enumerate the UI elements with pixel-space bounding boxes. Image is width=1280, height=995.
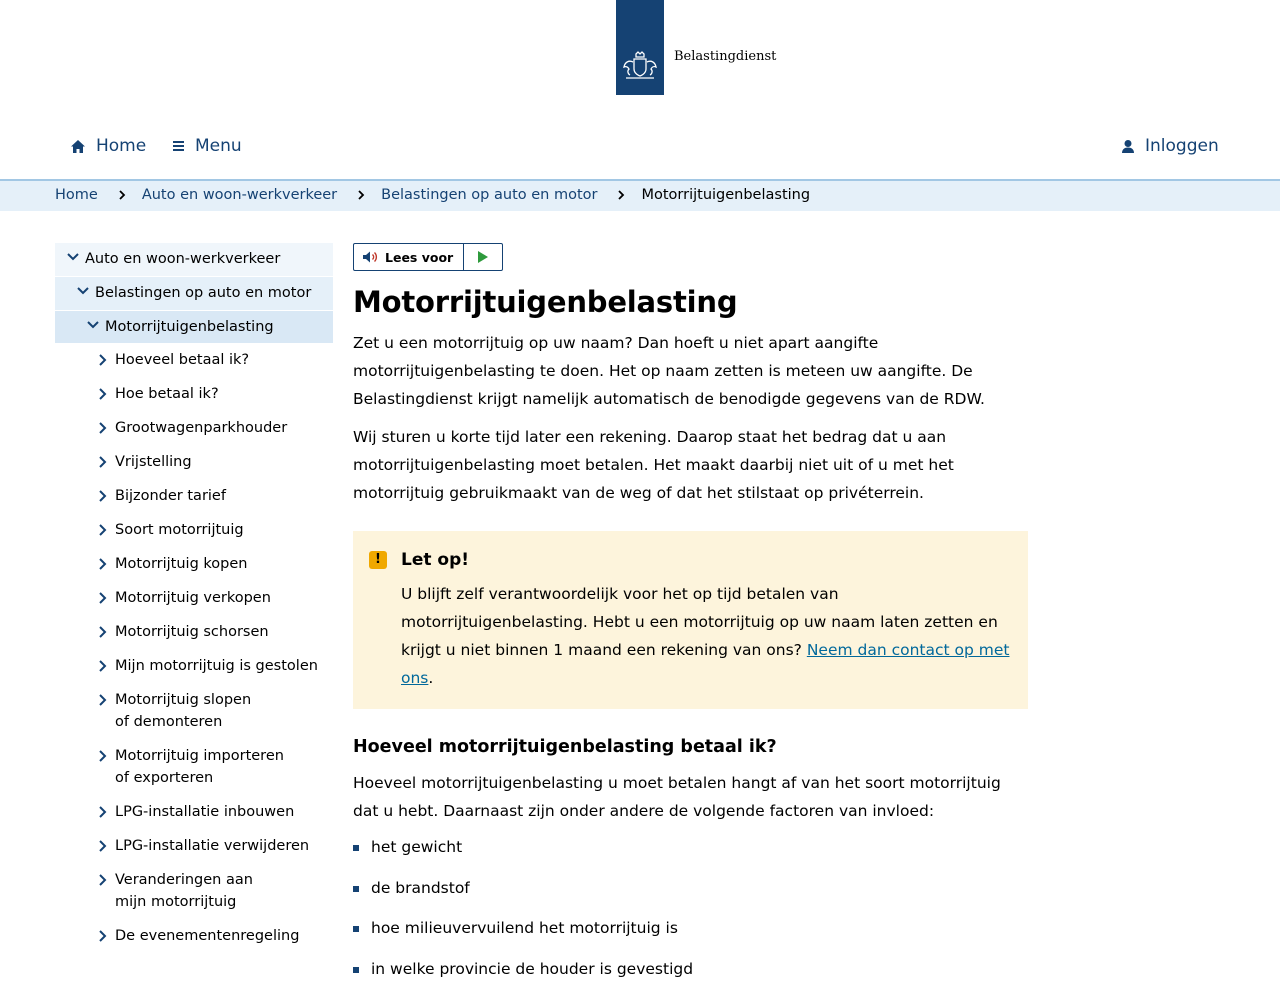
callout-end: . — [428, 669, 434, 687]
sidenav-item-label: Motorrijtuig importeren — [115, 748, 284, 764]
sidenav-label: Auto en woon-werkverkeer — [85, 251, 281, 267]
sidenav-subitems — [55, 343, 333, 953]
chevron-right-icon — [99, 456, 106, 468]
sidenav-item[interactable] — [55, 683, 333, 739]
chevron-right-icon — [99, 490, 106, 502]
sidenav-item-label: LPG-installatie verwijderen — [115, 838, 310, 854]
callout-body: U blijft zelf verantwoordelijk voor het op tijd betalen van motorrijtuigenbelasting. Hebt u een motorrijtuig op uw naam laten zetten en krijgt u niet binnen 1 maand een rekening van ons? — [401, 585, 998, 659]
menu-icon — [173, 140, 185, 152]
sidenav-item[interactable] — [55, 547, 333, 581]
sidenav-auto-en-woon-werkverkeer[interactable] — [55, 243, 333, 276]
factors-paragraph: Hoeveel motorrijtuigenbelasting u moet betalen hangt af van het soort motorrijtuig dat u hebt. Daarnaast zijn onder andere de volgende factoren van invloed: — [353, 774, 1001, 820]
breadcrumb-auto[interactable]: Auto en woon-werkverkeer — [141, 187, 338, 203]
play-button[interactable] — [464, 244, 502, 270]
chevron-right-icon — [99, 524, 106, 536]
breadcrumb-belastingen[interactable]: Belastingen op auto en motor — [381, 187, 598, 203]
breadcrumb-current: Motorrijtuigenbelasting — [641, 187, 811, 203]
attention-callout — [353, 531, 1028, 709]
home-link[interactable] — [70, 136, 146, 156]
section-heading: Hoeveel motorrijtuigenbelasting betaal ik? — [353, 737, 777, 757]
list-item: hoe milieuvervuilend het motorrijtuig is — [353, 914, 1028, 942]
logo-text: Belastingdienst — [674, 49, 777, 64]
sidenav-item[interactable] — [55, 919, 333, 953]
chevron-right-icon — [99, 806, 106, 818]
sidenav-item[interactable] — [55, 377, 333, 411]
top-navigation — [0, 128, 1280, 170]
chevron-down-icon — [67, 253, 79, 261]
sidenav-item-label: Bijzonder tarief — [115, 488, 226, 504]
chevron-right-icon — [99, 874, 106, 886]
sidenav-item-label: De evenementenregeling — [115, 928, 300, 944]
list-item: in welke provincie de houder is gevestigd — [353, 955, 1028, 983]
sidenav-item-label: Motorrijtuig slopen — [115, 692, 252, 708]
page-title: Motorrijtuigenbelasting — [353, 285, 738, 319]
sidenav-item[interactable] — [55, 513, 333, 547]
chevron-right-icon — [358, 190, 364, 200]
breadcrumb — [55, 187, 810, 203]
chevron-right-icon — [99, 694, 106, 706]
sidenav-item-label: Hoe betaal ik? — [115, 386, 219, 402]
chevron-right-icon — [99, 626, 106, 638]
chevron-right-icon — [99, 388, 106, 400]
sidenav-item[interactable] — [55, 445, 333, 479]
sidenav-item[interactable] — [55, 739, 333, 795]
sidenav-item[interactable] — [55, 795, 333, 829]
sidenav-item-label: LPG-installatie inbouwen — [115, 804, 295, 820]
sidenav-item-label: Soort motorrijtuig — [115, 522, 244, 538]
read-aloud-label-area[interactable] — [354, 244, 464, 270]
chevron-right-icon — [99, 840, 106, 852]
sidenav-belastingen-op-auto-en-motor[interactable] — [55, 277, 333, 310]
sidenav-item-label: of exporteren — [115, 770, 214, 786]
sidenav-item-label: mijn motorrijtuig — [115, 894, 237, 910]
sidenav-item-label: of demonteren — [115, 714, 223, 730]
sidenav-item[interactable] — [55, 581, 333, 615]
chevron-right-icon — [99, 354, 106, 366]
chevron-right-icon — [99, 930, 106, 942]
sidenav-label: Belastingen op auto en motor — [95, 285, 312, 301]
callout-title: Let op! — [401, 550, 470, 570]
home-label: Home — [96, 136, 147, 156]
menu-button[interactable] — [173, 136, 242, 156]
user-icon — [1121, 139, 1135, 154]
side-navigation — [55, 243, 333, 953]
chevron-right-icon — [99, 558, 106, 570]
menu-label: Menu — [195, 136, 242, 156]
sidenav-item[interactable] — [55, 863, 333, 919]
sidenav-item-label: Grootwagenparkhouder — [115, 420, 288, 436]
factor-list — [353, 833, 1028, 983]
sidenav-label: Motorrijtuigenbelasting — [105, 319, 274, 335]
speaker-icon — [362, 250, 380, 264]
main-content — [353, 243, 1028, 995]
sidenav-item-label: Motorrijtuig kopen — [115, 556, 248, 572]
breadcrumb-home[interactable]: Home — [55, 187, 98, 203]
sidenav-item-label: Vrijstelling — [115, 454, 192, 470]
intro-paragraph: Zet u een motorrijtuig op uw naam? Dan hoeft u niet apart aangifte motorrijtuigenbelasting te doen. Het op naam zetten is meteen uw aangifte. De Belastingdienst krijgt namelijk automatisch de benodigde gegevens van de RDW. — [353, 334, 985, 408]
coat-of-arms-icon — [620, 50, 660, 82]
sidenav-item-label: Motorrijtuig schorsen — [115, 624, 269, 640]
sidenav-item[interactable] — [55, 411, 333, 445]
warning-icon: ! — [369, 551, 387, 569]
sidenav-item-label: Veranderingen aan — [115, 872, 253, 888]
read-aloud-label: Lees voor — [385, 249, 454, 265]
login-label: Inloggen — [1145, 136, 1219, 156]
contact-link[interactable]: Neem dan contact op met ons — [401, 641, 1010, 687]
breadcrumb-bar — [0, 179, 1280, 211]
list-item: de brandstof — [353, 874, 1028, 902]
play-icon — [478, 251, 488, 263]
chevron-down-icon — [87, 321, 99, 329]
sidenav-item-label: Hoeveel betaal ik? — [115, 352, 250, 368]
sidenav-item-label: Motorrijtuig verkopen — [115, 590, 271, 606]
sidenav-motorrijtuigenbelasting[interactable] — [55, 311, 333, 343]
callout-text — [401, 580, 1013, 692]
chevron-right-icon — [99, 750, 106, 762]
chevron-right-icon — [99, 422, 106, 434]
sidenav-item[interactable] — [55, 479, 333, 513]
sidenav-item-label: Mijn motorrijtuig is gestolen — [115, 658, 318, 674]
read-aloud-button[interactable] — [353, 243, 503, 271]
chevron-down-icon — [77, 287, 89, 295]
chevron-right-icon — [99, 592, 106, 604]
chevron-right-icon — [618, 190, 624, 200]
sidenav-item[interactable] — [55, 649, 333, 683]
chevron-right-icon — [119, 190, 125, 200]
home-icon — [70, 139, 86, 154]
rijksoverheid-logo[interactable] — [616, 0, 664, 95]
login-link[interactable] — [1121, 136, 1219, 156]
list-item: het gewicht — [353, 833, 1028, 861]
sidenav-item[interactable] — [55, 615, 333, 649]
invoice-paragraph: Wij sturen u korte tijd later een rekening. Daarop staat het bedrag dat u aan motorrijtuigenbelasting moet betalen. Het maakt daarbij niet uit of u met het motorrijtuig gebruikmaakt van de weg of dat het stilstaat op privéterrein. — [353, 428, 954, 502]
sidenav-item[interactable] — [55, 343, 333, 377]
sidenav-item[interactable] — [55, 829, 333, 863]
chevron-right-icon — [99, 660, 106, 672]
